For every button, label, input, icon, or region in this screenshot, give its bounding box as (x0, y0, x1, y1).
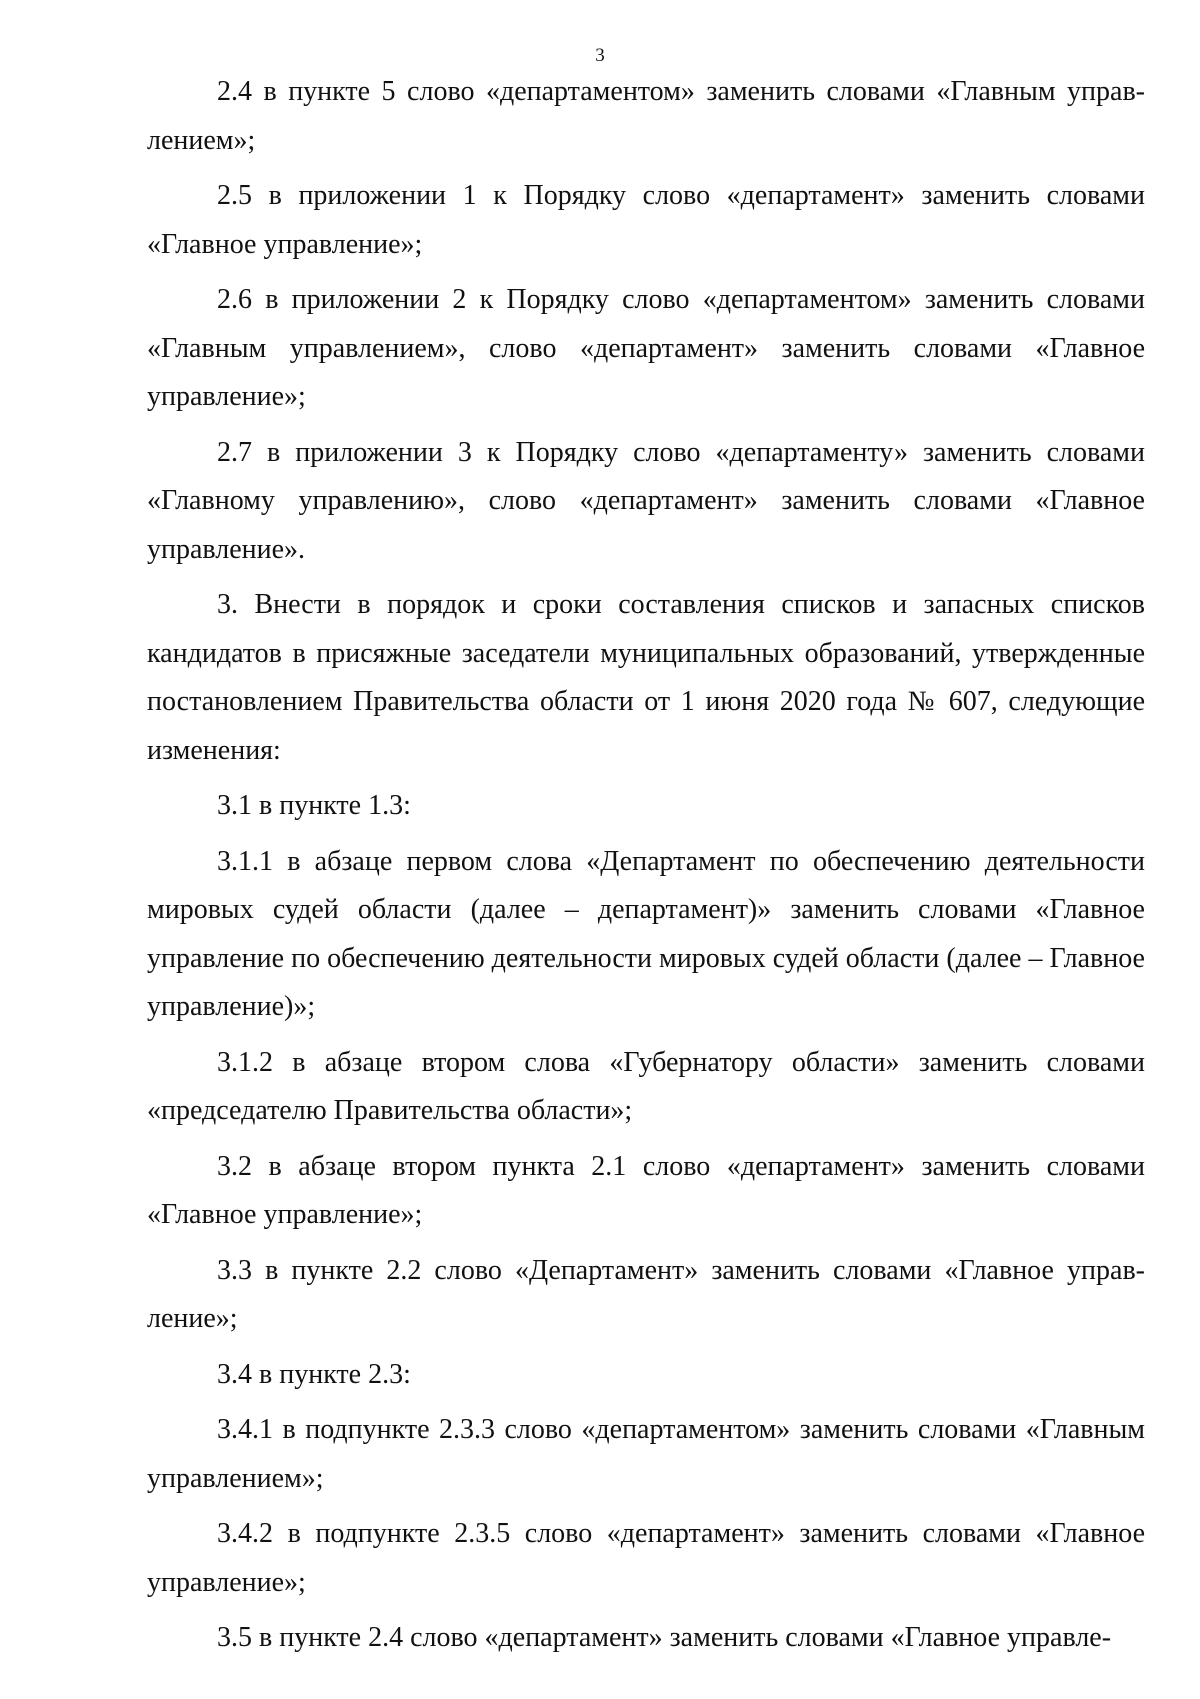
paragraph-2-7: 2.7 в приложении 3 к Порядку слово «департаменту» заменить словами «Главному управлению», слово «департамент» заменить словами «Главное управление». (147, 436, 1145, 565)
page-number: 3 (595, 45, 605, 66)
paragraph-3-3: 3.3 в пункте 2.2 слово «Департамент» заменить словами «Главное управление»; (147, 1254, 1145, 1334)
paragraph-3-1-1: 3.1.1 в абзаце первом слова «Департамент по обеспечению деятельности мировых судей области (далее – департамент)» заменить словами «Главное управление по обеспечению деятельности мировых судей области (далее – Главное управление)»; (147, 845, 1145, 1022)
paragraph-3: 3. Внести в порядок и сроки составления списков и запасных списков кандидатов в присяжные заседатели муниципальных образований, утвержденные постановлением Правительства области от 1 июня 2020 года № 607, следующие изменения: (147, 589, 1145, 766)
paragraph-3-1-2: 3.1.2 в абзаце втором слова «Губернатору области» заменить словами «председателю Правительства области»; (147, 1046, 1145, 1126)
paragraph-3-2: 3.2 в абзаце втором пункта 2.1 слово «департамент» заменить словами «Главное управление»; (147, 1150, 1145, 1230)
paragraph-3-4-1: 3.4.1 в подпункте 2.3.3 слово «департаментом» заменить словами «Главным управлением»; (147, 1414, 1145, 1494)
paragraph-3-1: 3.1 в пункте 1.3: (217, 790, 411, 821)
paragraph-2-6: 2.6 в приложении 2 к Порядку слово «департаментом» заменить словами «Главным управлением», слово «департамент» заменить словами «Главное управление»; (147, 284, 1145, 412)
document-body (147, 68, 1145, 1670)
paragraph-3-4-2: 3.4.2 в подпункте 2.3.5 слово «департамент» заменить словами «Главное управление»; (147, 1518, 1145, 1598)
paragraph-2-4: 2.4 в пункте 5 слово «департаментом» заменить словами «Главным управлением»; (147, 76, 1145, 156)
paragraph-3-5: 3.5 в пункте 2.4 слово «департамент» заменить словами «Главное управле- (217, 1622, 1112, 1653)
paragraph-3-4: 3.4 в пункте 2.3: (217, 1358, 411, 1390)
paragraph-2-5: 2.5 в приложении 1 к Порядку слово «департамент» заменить словами «Главное управление»; (147, 180, 1145, 260)
